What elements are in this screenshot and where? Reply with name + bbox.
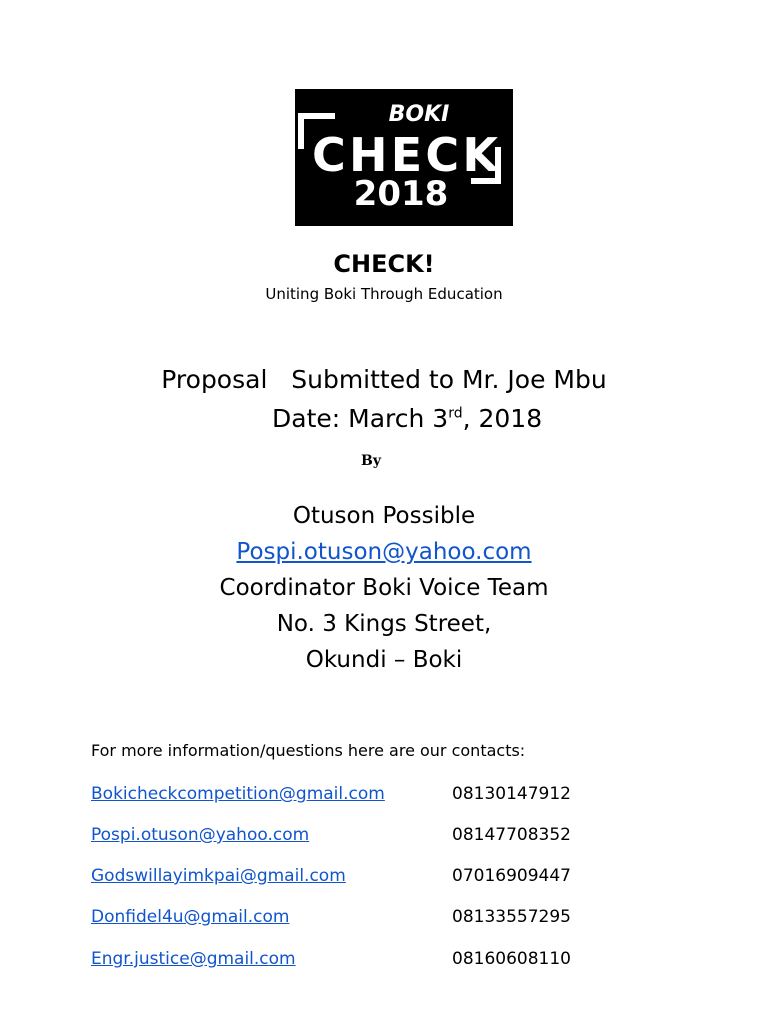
proposal-line: Proposal Submitted to Mr. Joe Mbu	[161, 365, 607, 394]
contact-email-link[interactable]: Engr.justice@gmail.com	[91, 949, 296, 969]
logo-line2: CHECK	[312, 128, 498, 182]
contact-phone: 08130147912	[452, 784, 571, 804]
by-label: By	[361, 453, 381, 469]
boki-check-logo	[295, 89, 513, 226]
contact-phone: 08133557295	[452, 907, 571, 927]
author-name: Otuson Possible	[292, 503, 476, 529]
contact-phone: 08160608110	[452, 949, 571, 969]
contact-phone: 08147708352	[452, 825, 571, 845]
date-suffix: , 2018	[462, 404, 543, 433]
proposal-date	[272, 404, 542, 433]
author-role: Coordinator Boki Voice Team	[219, 575, 549, 601]
contact-email-link[interactable]: Godswillayimkpai@gmail.com	[91, 866, 346, 886]
author-address-line1: No. 3 Kings Street,	[276, 611, 492, 637]
date-prefix: Date: March 3	[272, 404, 449, 433]
contact-email-link[interactable]: Bokicheckcompetition@gmail.com	[91, 784, 385, 804]
author-address-line2: Okundi – Boki	[305, 647, 463, 673]
contact-email-link[interactable]: Pospi.otuson@yahoo.com	[91, 825, 310, 845]
page-title: CHECK!	[333, 250, 435, 278]
author-email-link[interactable]: Pospi.otuson@yahoo.com	[236, 539, 532, 565]
author-block	[0, 498, 768, 678]
tagline: Uniting Boki Through Education	[265, 285, 503, 303]
contacts-heading: For more information/questions here are our contacts:	[91, 741, 526, 760]
logo-line1: BOKI	[388, 102, 450, 127]
contact-email-link[interactable]: Donfidel4u@gmail.com	[91, 907, 290, 927]
date-superscript: rd	[448, 405, 463, 422]
contact-phone: 07016909447	[452, 866, 571, 886]
logo-graphic	[295, 89, 513, 226]
logo-line3: 2018	[353, 174, 449, 214]
